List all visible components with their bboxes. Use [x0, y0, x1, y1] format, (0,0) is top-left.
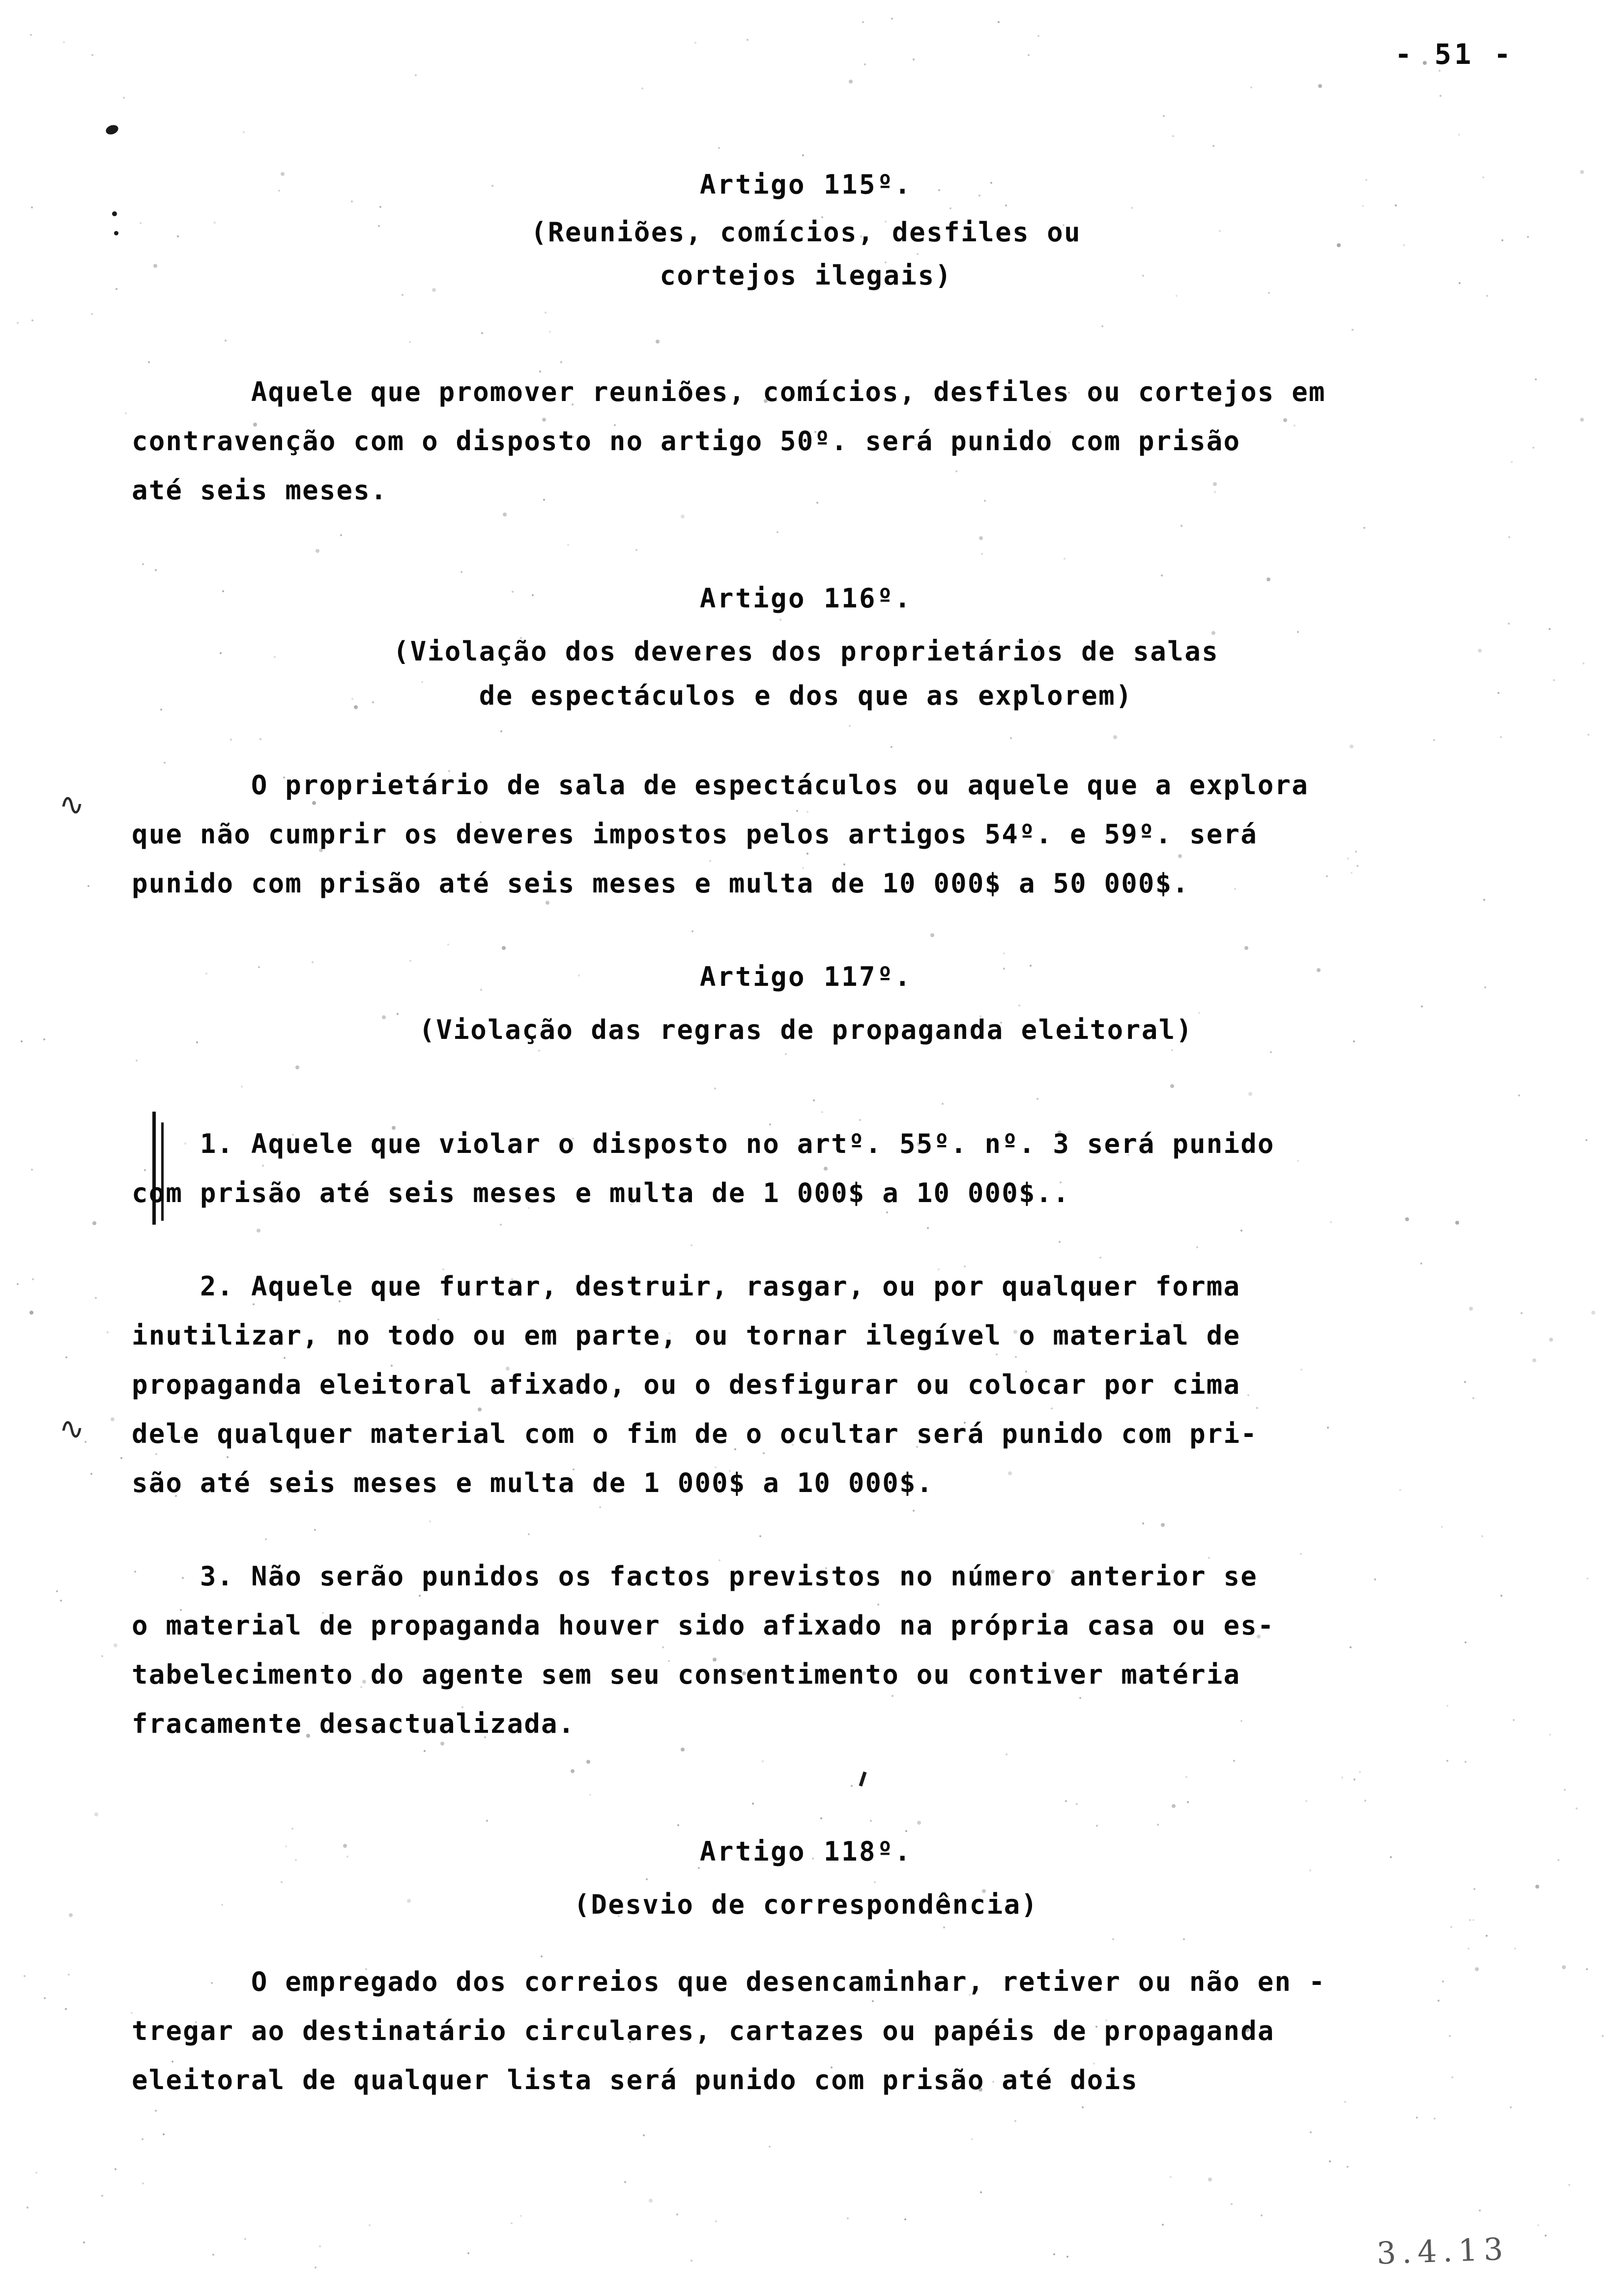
- article-117-n2-line-1: 2. Aquele que furtar, destruir, rasgar, ou por qualquer forma: [132, 1271, 1241, 1302]
- page-number: - 51 -: [1395, 38, 1514, 71]
- article-subtitle-118-line-1: (Desvio de correspondência): [574, 1889, 1038, 1920]
- article-subtitle-115-line-1: (Reuniões, comícios, desfiles ou: [530, 217, 1082, 248]
- article-115-paragraph-line-2: contravenção com o disposto no artigo 50º. será punido com prisão: [132, 426, 1241, 457]
- margin-squiggle-mark: ∿: [59, 1410, 85, 1446]
- article-subtitle-116-line-1: (Violação dos deveres dos proprietários de salas: [393, 636, 1219, 667]
- article-118-paragraph-line-1: O empregado dos correios que desencaminhar, retiver ou não en -: [183, 1966, 1326, 1997]
- article-117-n2-line-2: inutilizar, no todo ou em parte, ou tornar ilegível o material de: [132, 1320, 1241, 1351]
- article-117-n2-line-4: dele qualquer material com o fim de o ocultar será punido com pri-: [132, 1418, 1258, 1449]
- article-117-n2-line-5: são até seis meses e multa de 1 000$ a 10 000$.: [132, 1467, 934, 1498]
- stray-pen-tick: [859, 1772, 867, 1787]
- margin-squiggle-mark: ∿: [59, 786, 85, 822]
- article-116-paragraph-line-1: O proprietário de sala de espectáculos ou aquele que a explora: [183, 770, 1309, 801]
- article-117-n3-line-2: o material de propaganda houver sido afixado na própria casa ou es-: [132, 1610, 1275, 1641]
- article-subtitle-117-line-1: (Violação das regras de propaganda eleitoral): [419, 1014, 1193, 1045]
- article-title-117: Artigo 117º.: [699, 961, 913, 992]
- article-117-n3-line-1: 3. Não serão punidos os factos previstos no número anterior se: [132, 1561, 1258, 1592]
- article-117-n3-line-4: fracamente desactualizada.: [132, 1708, 576, 1739]
- article-118-paragraph-line-3: eleitoral de qualquer lista será punido com prisão até dois: [132, 2065, 1138, 2095]
- article-title-115: Artigo 115º.: [699, 169, 913, 200]
- article-116-paragraph-line-3: punido com prisão até seis meses e multa de 10 000$ a 50 000$.: [132, 868, 1190, 899]
- article-subtitle-115-line-2: cortejos ilegais): [660, 260, 952, 291]
- article-115-paragraph-line-1: Aquele que promover reuniões, comícios, desfiles ou cortejos em: [183, 376, 1326, 407]
- ink-blot-mark: [105, 123, 120, 136]
- article-118-paragraph-line-2: tregar ao destinatário circulares, cartazes ou papéis de propaganda: [132, 2015, 1275, 2046]
- handwritten-date-mark: 3.4.13: [1376, 2231, 1510, 2271]
- article-117-n1-line-1: 1. Aquele que violar o disposto no artº. 55º. nº. 3 será punido: [132, 1128, 1275, 1159]
- article-117-n2-line-3: propaganda eleitoral afixado, ou o desfigurar ou colocar por cima: [132, 1369, 1241, 1400]
- article-subtitle-116-line-2: de espectáculos e dos que as explorem): [479, 680, 1133, 711]
- article-title-118: Artigo 118º.: [699, 1836, 913, 1867]
- article-117-n3-line-3: tabelecimento do agente sem seu consentimento ou contiver matéria: [132, 1659, 1241, 1690]
- article-115-paragraph-line-3: até seis meses.: [132, 475, 388, 506]
- article-116-paragraph-line-2: que não cumprir os deveres impostos pelos artigos 54º. e 59º. será: [132, 819, 1258, 850]
- article-title-116: Artigo 116º.: [699, 583, 913, 614]
- article-117-n1-line-2: com prisão até seis meses e multa de 1 000$ a 10 000$..: [132, 1177, 1070, 1208]
